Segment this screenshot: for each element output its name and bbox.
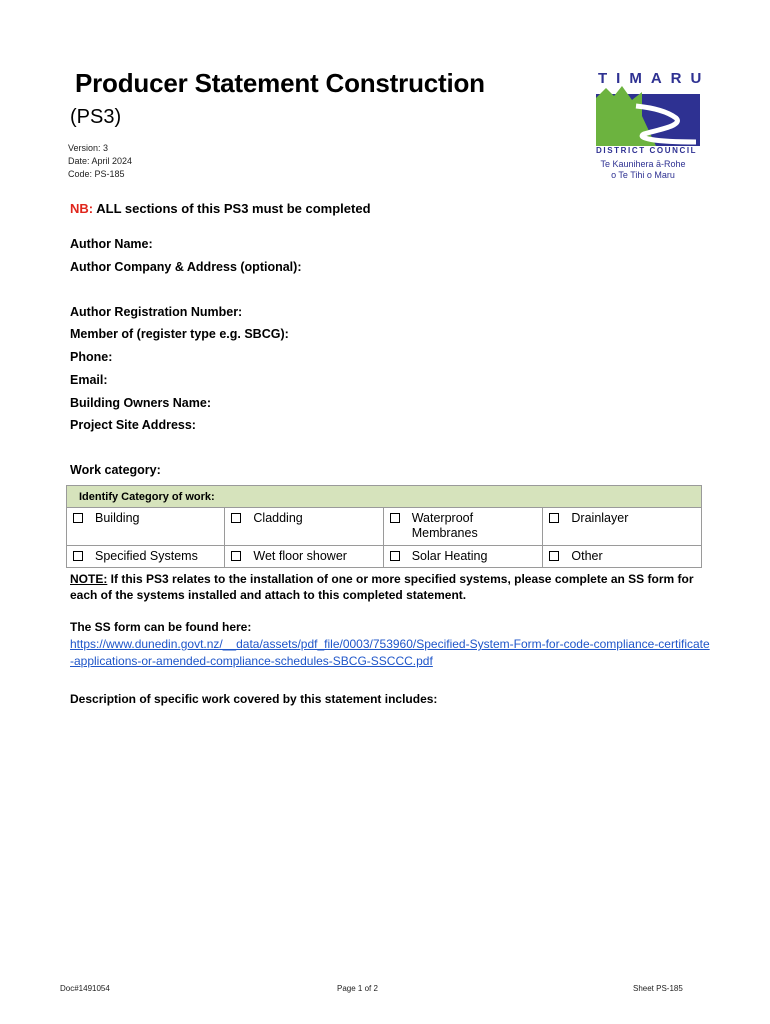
page-title: Producer Statement Construction bbox=[75, 68, 485, 98]
checkbox-icon[interactable] bbox=[390, 513, 400, 523]
note-text: If this PS3 relates to the installation of one or more specified systems, please complete an SS form for each of the systems installed and attach to this completed statement. bbox=[70, 572, 694, 602]
field-author-name: Author Name: bbox=[70, 237, 153, 251]
note-label: NOTE: bbox=[70, 572, 108, 586]
checkbox-icon[interactable] bbox=[549, 551, 559, 561]
timaru-logo bbox=[594, 70, 711, 185]
field-author-company: Author Company & Address (optional): bbox=[70, 260, 302, 274]
field-registration-number: Author Registration Number: bbox=[70, 305, 243, 319]
category-option-wet-floor[interactable] bbox=[225, 546, 383, 568]
version-text: Version: 3 bbox=[68, 143, 109, 153]
footer-page-number: Page 1 of 2 bbox=[337, 984, 378, 993]
category-option-building[interactable] bbox=[67, 508, 225, 546]
checkbox-icon[interactable] bbox=[73, 513, 83, 523]
logo-maori-line2: o Te Tihi o Maru bbox=[611, 170, 675, 180]
category-option-label: Solar Heating bbox=[411, 549, 488, 563]
checkbox-icon[interactable] bbox=[390, 551, 400, 561]
logo-council: DISTRICT COUNCIL bbox=[596, 146, 698, 155]
field-owner-name: Building Owners Name: bbox=[70, 396, 211, 410]
notice bbox=[70, 201, 371, 216]
notice-text: ALL sections of this PS3 must be completed bbox=[96, 201, 371, 216]
category-option-solar[interactable] bbox=[383, 546, 543, 568]
logo-name: TIMARU bbox=[598, 70, 711, 87]
checkbox-icon[interactable] bbox=[231, 551, 241, 561]
note-paragraph bbox=[70, 572, 710, 603]
footer-sheet: Sheet PS-185 bbox=[633, 984, 683, 993]
category-option-label: Cladding bbox=[253, 511, 303, 525]
description-label: Description of specific work covered by this statement includes: bbox=[70, 692, 438, 706]
ss-form-link[interactable]: https://www.dunedin.govt.nz/__data/assets/pdf_file/0003/753960/Specified-System-Form-for-code-compliance-certificate-applications-or-amended-compliance-schedules-SBCG-SSCCC.pdf bbox=[70, 637, 710, 668]
category-option-label: Building bbox=[95, 511, 140, 525]
checkbox-icon[interactable] bbox=[549, 513, 559, 523]
code-text: Code: PS-185 bbox=[68, 169, 125, 179]
category-option-label: Specified Systems bbox=[95, 549, 198, 563]
category-table bbox=[66, 485, 702, 568]
field-email: Email: bbox=[70, 373, 108, 387]
field-phone: Phone: bbox=[70, 350, 113, 364]
category-option-cladding[interactable] bbox=[225, 508, 383, 546]
logo-landscape-icon bbox=[596, 86, 700, 146]
category-option-waterproof[interactable] bbox=[383, 508, 543, 546]
category-table-header: Identify Category of work: bbox=[67, 486, 702, 508]
category-option-label: Drainlayer bbox=[571, 511, 629, 525]
category-option-label: Waterproof Membranes bbox=[411, 511, 478, 540]
category-option-specified-systems[interactable] bbox=[67, 546, 225, 568]
category-option-label: Other bbox=[571, 549, 603, 563]
date-text: Date: April 2024 bbox=[68, 156, 133, 166]
category-option-drainlayer[interactable] bbox=[543, 508, 702, 546]
checkbox-icon[interactable] bbox=[231, 513, 241, 523]
logo-maori-line1: Te Kaunihera ā-Rohe bbox=[600, 159, 686, 169]
field-member-of: Member of (register type e.g. SBCG): bbox=[70, 327, 289, 341]
ss-form-label: The SS form can be found here: bbox=[70, 620, 252, 634]
page-subtitle: (PS3) bbox=[70, 106, 122, 128]
field-work-category: Work category: bbox=[70, 463, 161, 477]
notice-prefix: NB: bbox=[70, 201, 94, 216]
field-site-address: Project Site Address: bbox=[70, 418, 196, 432]
checkbox-icon[interactable] bbox=[73, 551, 83, 561]
category-option-label: Wet floor shower bbox=[253, 549, 347, 563]
logo-maori-text bbox=[588, 159, 698, 181]
footer-doc-number: Doc#1491054 bbox=[60, 984, 110, 993]
category-option-other[interactable] bbox=[543, 546, 702, 568]
